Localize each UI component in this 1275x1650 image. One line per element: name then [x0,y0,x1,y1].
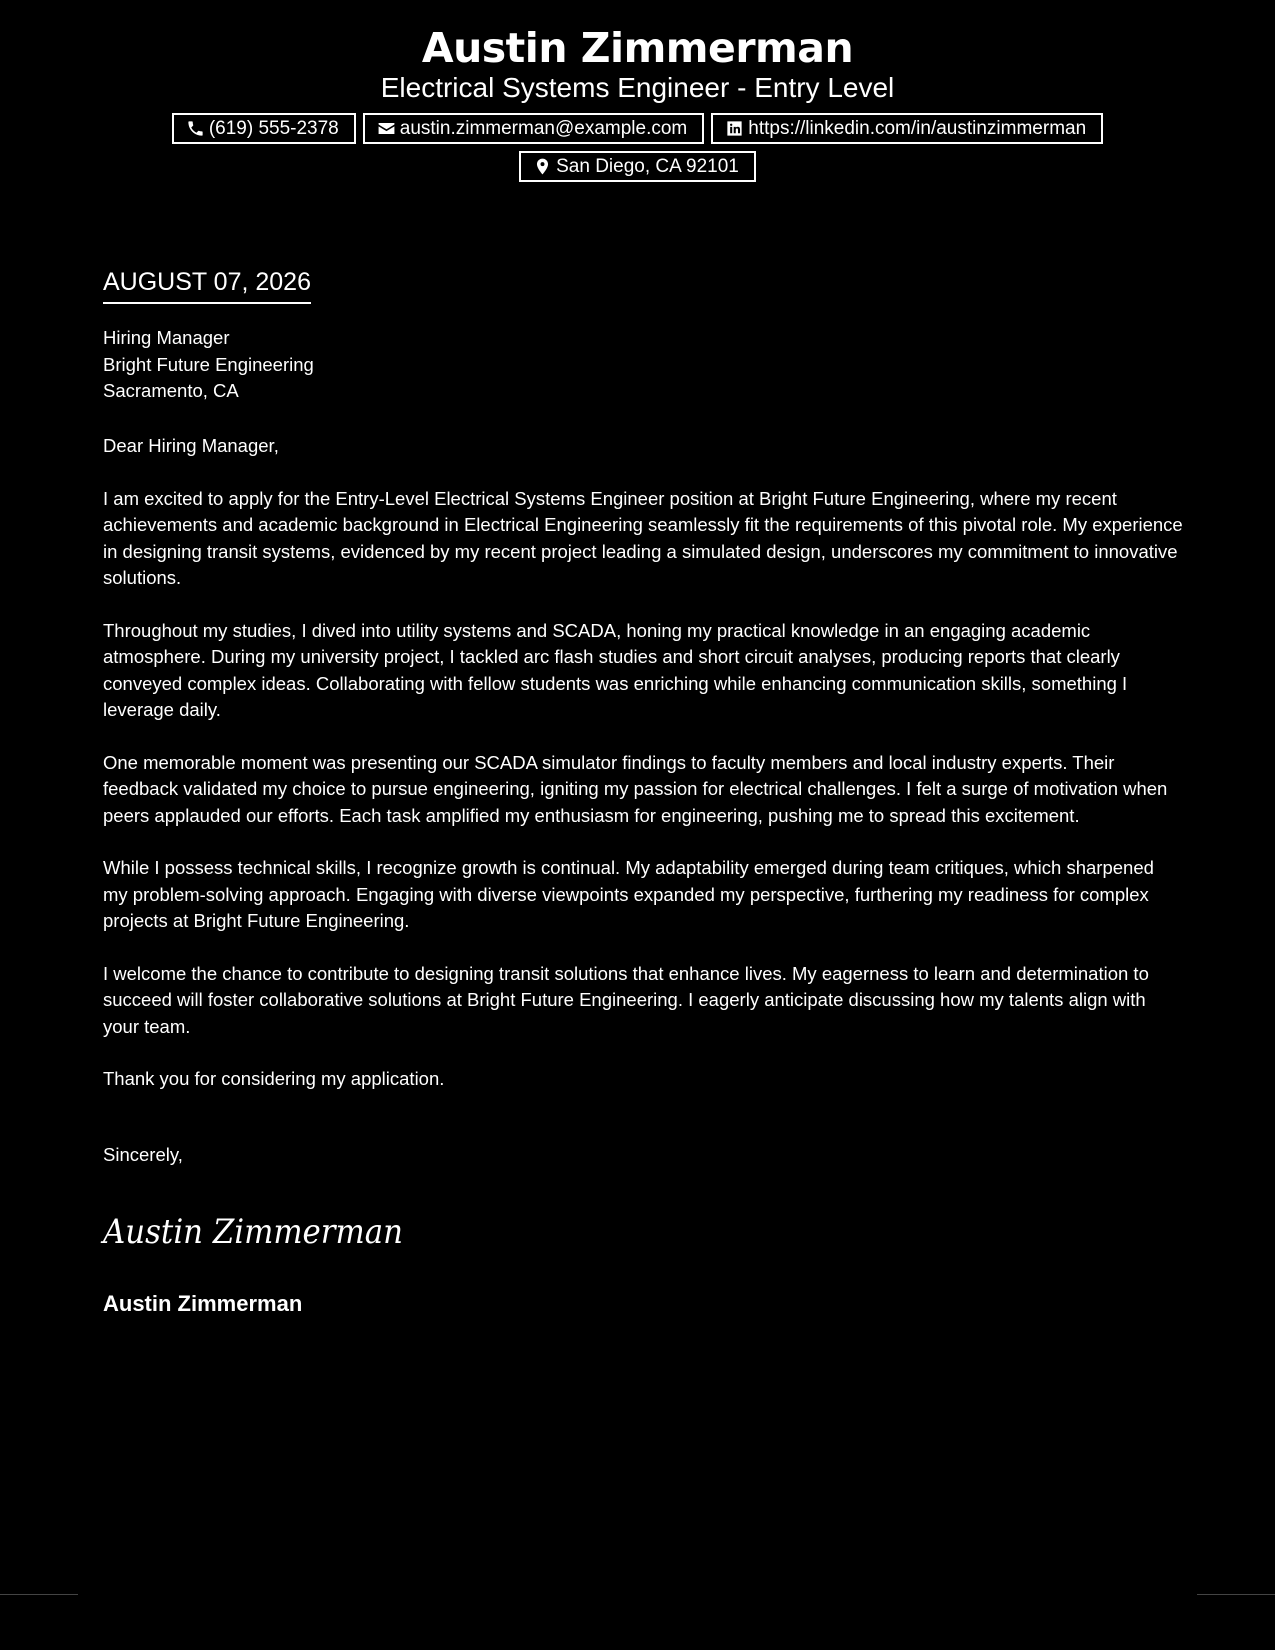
applicant-name: Austin Zimmerman [421,24,854,72]
linkedin-contact[interactable] [711,113,1103,144]
letter-header [0,22,1275,182]
location-text: San Diego, CA 92101 [556,156,739,177]
contact-row [0,113,1275,144]
phone-contact[interactable] [172,113,356,144]
body-paragraph: While I possess technical skills, I recognize growth is continual. My adaptability emerged during team critiques, which sharpened my problem-solving approach. Engaging with diverse viewpoints expanded my perspective, furthering my readiness for complex projects at Bright Future Engineering. [103,857,1154,931]
handwritten-signature [100,1205,403,1255]
applicant-title: Electrical Systems Engineer - Entry Level [380,72,895,103]
body-paragraph: Throughout my studies, I dived into utility systems and SCADA, honing my practical knowledge in an engaging academic atmosphere. During my university project, I tackled arc flash studies and short circuit analyses, producing reports that clearly conveyed complex ideas. Collaborating with fellow students was enriching while enhancing communication skills, something I leverage daily. [103,619,1128,720]
phone-icon [186,119,205,138]
linkedin-url: https://linkedin.com/in/austinzimmerman [748,118,1087,139]
contact-row-location [0,151,1275,182]
recipient-title: Hiring Manager [103,327,230,348]
phone-number: (619) 555-2378 [208,118,339,139]
map-pin-icon [533,157,552,176]
body-paragraph: One memorable moment was presenting our SCADA simulator findings to faculty members and local industry experts. Their feedback validated my choice to pursue engineering, igniting my passion for electrical challenges. I felt a surge of motivation when peers applauded our efforts. Each task amplified my enthusiasm for engineering, pushing me to spread this excitement. [103,751,1168,826]
recipient-location: Sacramento, CA [103,380,239,401]
recipient-company: Bright Future Engineering [103,353,314,375]
linkedin-icon [725,119,744,138]
recipient-block [103,325,1183,405]
body-paragraph: I am excited to apply for the Entry-Level Electrical Systems Engineer position at Bright Future Engineering, where my recent achievements and academic background in Electrical Engineering seamlessly fit the requirements of this pivotal role. My experience in designing transit systems, evidenced by my recent project leading a simulated design, underscores my commitment to innovative solutions. [103,487,1183,588]
letter-date: AUGUST 07, 2026 [103,266,311,304]
letter-body [103,433,1183,1119]
footer-divider-left [0,1594,78,1595]
body-paragraph: I welcome the chance to contribute to designing transit solutions that enhance lives. My eagerness to learn and determination to succeed will foster collaborative solutions at Bright Future Engineering. I eagerly anticipate discussing how my talents align with your team. [103,962,1149,1037]
signer-name: Austin Zimmerman [103,1291,303,1316]
email-contact[interactable] [363,113,705,144]
closing-line: Sincerely, [103,1144,183,1165]
email-address: austin.zimmerman@example.com [399,118,688,139]
envelope-icon [377,119,396,138]
svg-text:Austin Zimmerman: Austin Zimmerman [100,1212,403,1252]
thank-you-line: Thank you for considering my application. [103,1068,445,1089]
footer-divider-right [1197,1594,1275,1595]
salutation: Dear Hiring Manager, [103,435,279,456]
signature-image [100,1205,403,1255]
location-contact [519,151,756,182]
